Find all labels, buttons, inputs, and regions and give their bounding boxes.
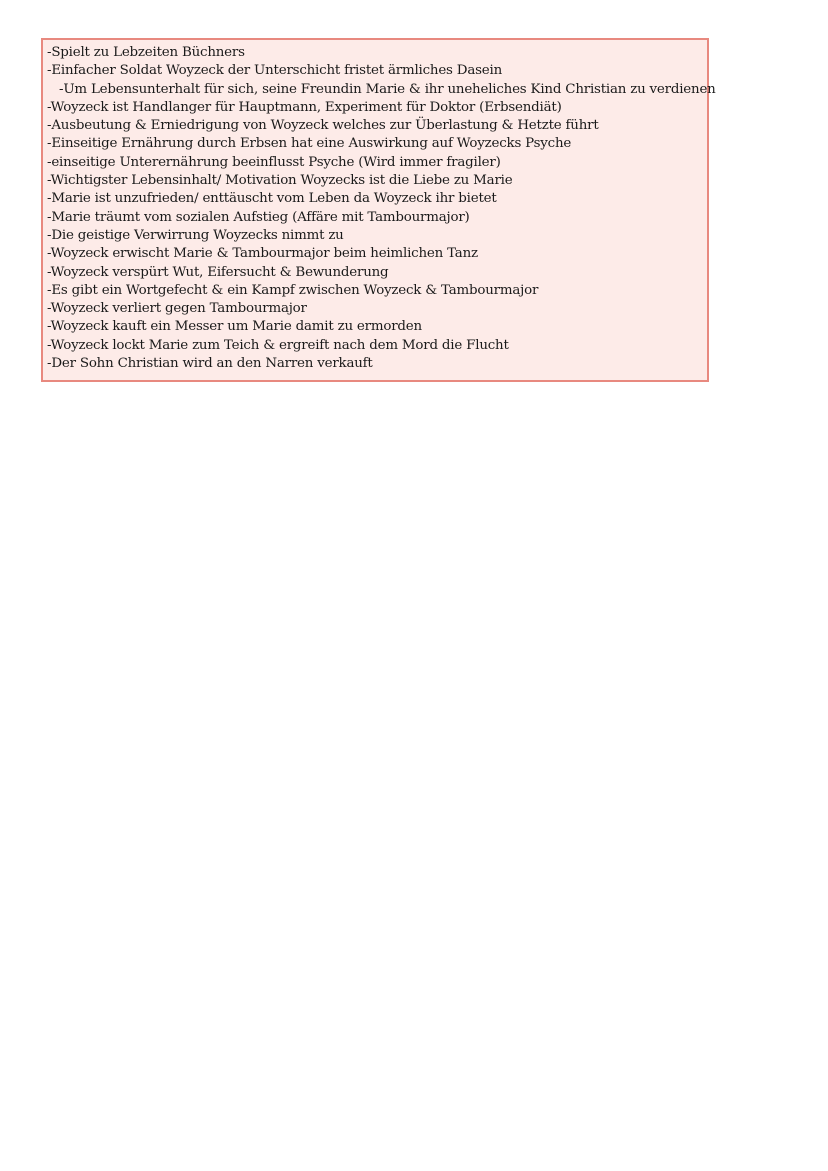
- note-line: -Woyzeck verspürt Wut, Eifersucht & Bewunderung: [47, 264, 389, 280]
- note-line: -Marie träumt vom sozialen Aufstieg (Affäre mit Tambourmajor): [47, 209, 470, 225]
- note-line: -Einseitige Ernährung durch Erbsen hat eine Auswirkung auf Woyzecks Psyche: [47, 136, 572, 152]
- note-line: -Wichtigster Lebensinhalt/ Motivation Woyzecks ist die Liebe zu Marie: [47, 173, 513, 189]
- note-line: -Woyzeck kauft ein Messer um Marie damit zu ermorden: [47, 319, 422, 335]
- note-line: -Woyzeck ist Handlanger für Hauptmann, Experiment für Doktor (Erbsendiät): [47, 99, 562, 115]
- note-line: -Spielt zu Lebzeiten Büchners: [47, 45, 245, 60]
- note-line: -Es gibt ein Wortgefecht & ein Kampf zwischen Woyzeck & Tambourmajor: [47, 282, 539, 298]
- note-line: -Die geistige Verwirrung Woyzecks nimmt zu: [47, 227, 344, 243]
- note-line: -Woyzeck verliert gegen Tambourmajor: [47, 301, 307, 317]
- summary-note-box: [41, 38, 716, 382]
- note-line: -Woyzeck erwischt Marie & Tambourmajor beim heimlichen Tanz: [47, 246, 478, 262]
- note-line: -einseitige Unterernährung beeinflusst Psyche (Wird immer fragiler): [47, 154, 501, 170]
- note-line: -Um Lebensunterhalt für sich, seine Freundin Marie & ihr uneheliches Kind Christian zu verdienen: [59, 81, 716, 97]
- note-line: -Woyzeck lockt Marie zum Teich & ergreift nach dem Mord die Flucht: [47, 337, 509, 353]
- note-line: -Einfacher Soldat Woyzeck der Unterschicht fristet ärmliches Dasein: [47, 63, 503, 79]
- note-line: -Der Sohn Christian wird an den Narren verkauft: [47, 356, 373, 372]
- note-line: -Ausbeutung & Erniedrigung von Woyzeck welches zur Überlastung & Hetzte führt: [47, 118, 599, 134]
- note-line: -Marie ist unzufrieden/ enttäuscht vom Leben da Woyzeck ihr bietet: [47, 191, 497, 207]
